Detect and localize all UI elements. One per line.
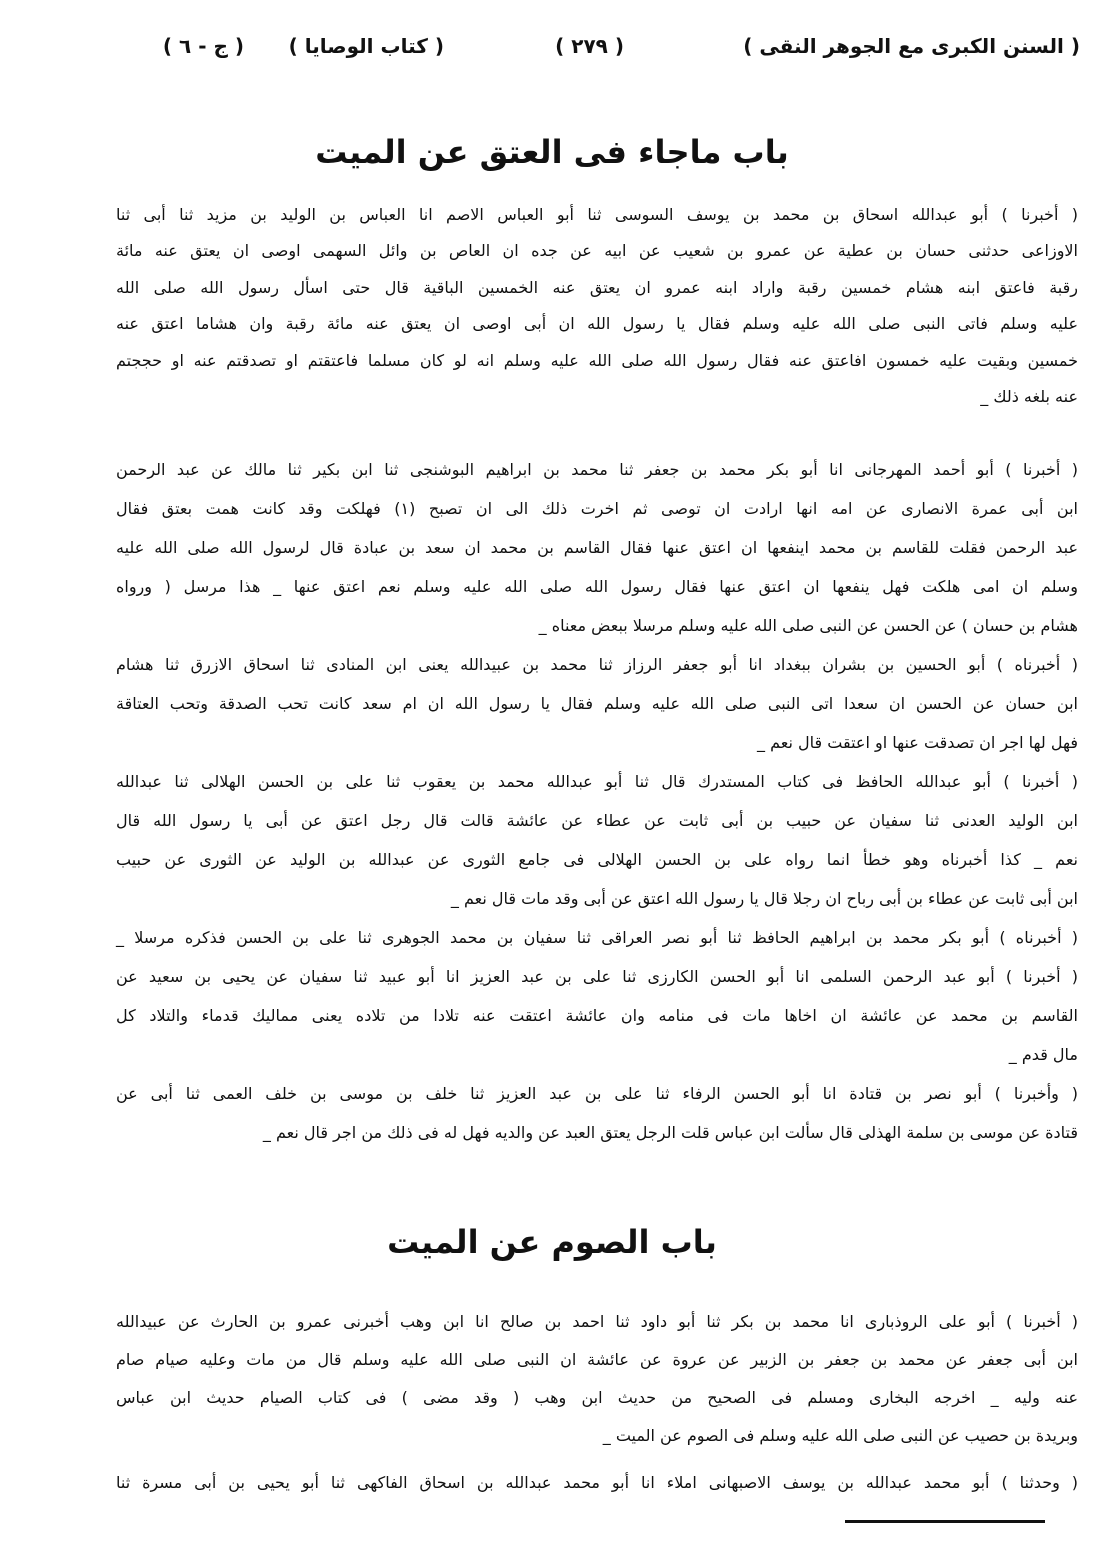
text-line: ابن أبى ثابت عن عطاء بن أبى رباح ان رجلا قال يا رسول الله اعتق عن أبى وقد مات قال نعم _ [450,889,1078,908]
text-line: الاوزاعى حدثنى حسان بن عطية عن عمرو بن شعيب عن ابيه عن جده ان العاص بن وائل السهمى اوصى ان يعتق عنه مائة [116,241,1078,260]
text-line: عنه بلغه ذلك _ [980,387,1078,406]
text-line: ( أخبرناه ) أبو بكر محمد بن ابراهيم الحافظ ثنا أبو نصر العراقى ثنا سفيان بن محمد الجوهرى ثنا على بن الحسن فذكره مرسلا _ [116,928,1078,947]
text-line: ( أخبرنا ) أبو عبدالله الحافظ فى كتاب المستدرك قال ثنا أبو عبدالله محمد بن يعقوب ثنا على بن الحسن الهلالى ثنا عبدالله [116,772,1078,791]
text-line: خمسين وبقيت عليه خمسون افاعتق عنه فقال رسول الله صلى الله عليه وسلم انه لو كان مسلما فاعتقتم او تصدقتم عنه او حججتم [116,351,1078,370]
text-line: مال قدم _ [1008,1045,1078,1064]
text-line: ( أخبرنا ) أبو أحمد المهرجانى انا أبو بكر محمد بن جعفر ثنا محمد بن ابراهيم البوشنجى ثنا ابن بكير ثنا مالك عن عبد الرحمن [116,460,1078,479]
text-line: ( أخبرنا ) أبو عبد الرحمن السلمى انا أبو الحسن الكارزى ثنا على بن عبد العزيز انا أبو عبيد ثنا سفيان عن يحيى بن سعيد عن [116,967,1078,986]
footnote-separator-rule [845,1520,1045,1523]
section-title-fasting: باب الصوم عن الميت [387,1223,717,1261]
section-title-manumission: باب ماجاء فى العتق عن الميت [315,133,789,171]
text-line: ( وحدثنا ) أبو محمد عبدالله بن يوسف الاصبهانى املاء انا أبو محمد عبدالله بن اسحاق الفاكهى ثنا أبو يحيى بن أبى مسرة ثنا [116,1473,1078,1492]
running-header-chapter: ( كتاب الوصايا ) [288,34,444,58]
text-line: ابن أبى عمرة الانصارى عن امه انها ارادت ان توصى ثم اخرت ذلك الى ان تصبح (١) فهلكت وقد كانت همت بعتق فقال [116,499,1079,518]
text-line: وبريدة بن حصيب عن النبى صلى الله عليه وسلم فى الصوم عن الميت _ [602,1426,1078,1445]
text-line: ( أخبرنا ) أبو عبدالله اسحاق بن محمد بن يوسف السوسى ثنا أبو العباس الاصم انا العباس بن الوليد بن مزيد ثنا أبى ثنا [116,205,1078,224]
running-header-book-title: ( السنن الكبرى مع الجوهر النقى ) [743,34,1080,58]
text-line: هشام بن حسان ) عن الحسن عن النبى صلى الله عليه وسلم مرسلا ببعض معناه _ [538,616,1078,635]
text-line: ( أخبرنا ) أبو على الروذبارى انا محمد بن بكر ثنا أبو داود ثنا احمد بن صالح انا ابن وهب أخبرنى عمرو بن الحارث عن عبيدالله [116,1312,1078,1331]
text-line: عبد الرحمن فقلت للقاسم بن محمد اينفعها ان اعتق عنها فقال القاسم بن محمد ان سعد بن عبادة قال لرسول الله صلى الله عليه [116,538,1078,557]
text-line: ( أخبرناه ) أبو الحسين بن بشران ببغداد انا أبو جعفر الرزاز ثنا محمد بن عبيدالله يعنى ابن المنادى ثنا اسحاق الازرق ثنا هشام [116,655,1078,674]
page-number: ( ٢٧٩ ) [555,34,624,58]
text-line: رقبة فاعتق ابنه هشام خمسين رقبة واراد ابنه عمرو ان يعتق عنه الخمسين الباقية قال حتى اسأل رسول الله صلى الله [116,278,1078,297]
text-line: وسلم ان امى هلكت فهل ينفعها ان اعتق عنها فقال رسول الله صلى الله عليه وسلم نعم اعتق عنها _ هذا مرسل ( ورواه [116,577,1078,596]
text-line: قتادة عن موسى بن سلمة الهذلى قال سألت ابن عباس قلت الرجل يعتق العبد عن والديه فهل له فى ذلك من اجر قال نعم _ [262,1123,1078,1142]
text-line: ابن الوليد العدنى ثنا سفيان عن حبيب بن أبى ثابت عن عطاء عن عائشة قالت قال رجل اعتق عن أبى يا رسول الله قال [116,811,1078,830]
text-line: نعم _ كذا أخبرناه وهو خطأ انما رواه على بن الحسن الهلالى فى جامع الثورى عن عبدالله بن الوليد عن الثورى عن حبيب [116,850,1078,869]
text-line: عنه وليه _ اخرجه البخارى ومسلم فى الصحيح من حديث ابن وهب ( وقد مضى ) فى كتاب الصيام حديث ابن عباس [116,1388,1078,1407]
text-line: ( وأخبرنا ) أبو نصر بن قتادة انا أبو الحسن الرفاء ثنا على بن عبد العزيز ثنا خلف بن موسى بن خلف العمى ثنا أبى عن [116,1084,1078,1103]
text-line: القاسم بن محمد عن عائشة ان اخاها مات فى منامه وان عائشة اعتقت عنه تلادا من تلاده يعنى مماليك قدماء والتلاد كل [116,1006,1078,1025]
text-line: ابن أبى جعفر عن محمد بن جعفر بن الزبير عن عروة عن عائشة ان النبى صلى الله عليه وسلم قال من مات وعليه صيام صام [116,1350,1078,1369]
text-line: ابن حسان عن الحسن ان سعدا اتى النبى صلى الله عليه وسلم فقال يا رسول الله ان ام سعد كانت تحب الصدقة وتحب العتاقة [116,694,1078,713]
text-line: عليه وسلم فاتى النبى صلى الله عليه وسلم فقال يا رسول الله ان أبى اوصى ان يعتق عنه مائة رقبة وان هشاما اعتق عنه [116,314,1078,333]
text-line: فهل لها اجر ان تصدقت عنها او اعتقت قال نعم _ [757,733,1078,752]
volume-number: ( ج - ٦ ) [162,34,244,58]
